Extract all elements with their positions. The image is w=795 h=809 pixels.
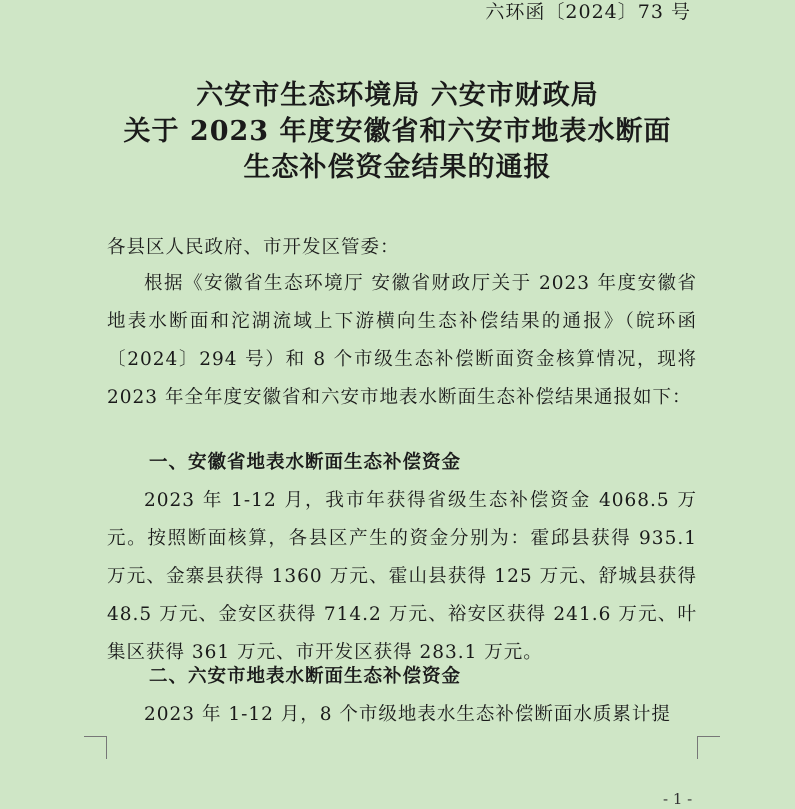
- section-heading-municipal: 二、六安市地表水断面生态补偿资金: [149, 666, 462, 687]
- title-line-1: 六安市生态环境局 六安市财政局: [196, 80, 599, 111]
- paragraph-municipal-funds: [107, 696, 697, 734]
- paragraph-intro: [107, 265, 697, 417]
- paragraph-provincial-funds: [107, 482, 697, 672]
- document-number: 六环函〔2024〕73 号: [485, 1, 691, 23]
- title-line-3: 生态补偿资金结果的通报: [243, 152, 552, 183]
- page-number: - 1 -: [663, 790, 693, 808]
- section-heading-provincial: 一、安徽省地表水断面生态补偿资金: [149, 452, 462, 473]
- document-title: [0, 78, 795, 186]
- paragraph-provincial-funds-text: 2023 年 1-12 月，我市年获得省级生态补偿资金 4068.5 万元。按照断面核算，各县区产生的资金分别为：霍邱县获得 935.1 万元、金寨县获得 1360 万元、霍山县获得 125 万元、舒城县获得 48.5 万元、金安区获得 714.2 万元、裕安区获得 241.6 万元、叶集区获得 361 万元、市开发区获得 283.1 万元。: [107, 490, 697, 663]
- paragraph-intro-text: 根据《安徽省生态环境厅 安徽省财政厅关于 2023 年度安徽省地表水断面和沱湖流域上下游横向生态补偿结果的通报》（皖环函〔2024〕294 号）和 8 个市级生态补偿断面资金核算情况，现将 2023 年全年度安徽省和六安市地表水断面生态补偿结果通报如下：: [107, 273, 697, 408]
- margin-corner-mark-left: [84, 736, 107, 759]
- salutation: 各县区人民政府、市开发区管委：: [107, 237, 400, 258]
- paragraph-municipal-funds-text: 2023 年 1-12 月，8 个市级地表水生态补偿断面水质累计提: [144, 704, 671, 725]
- title-line-2: 关于 2023 年度安徽省和六安市地表水断面: [123, 116, 672, 147]
- margin-corner-mark-right: [697, 736, 720, 759]
